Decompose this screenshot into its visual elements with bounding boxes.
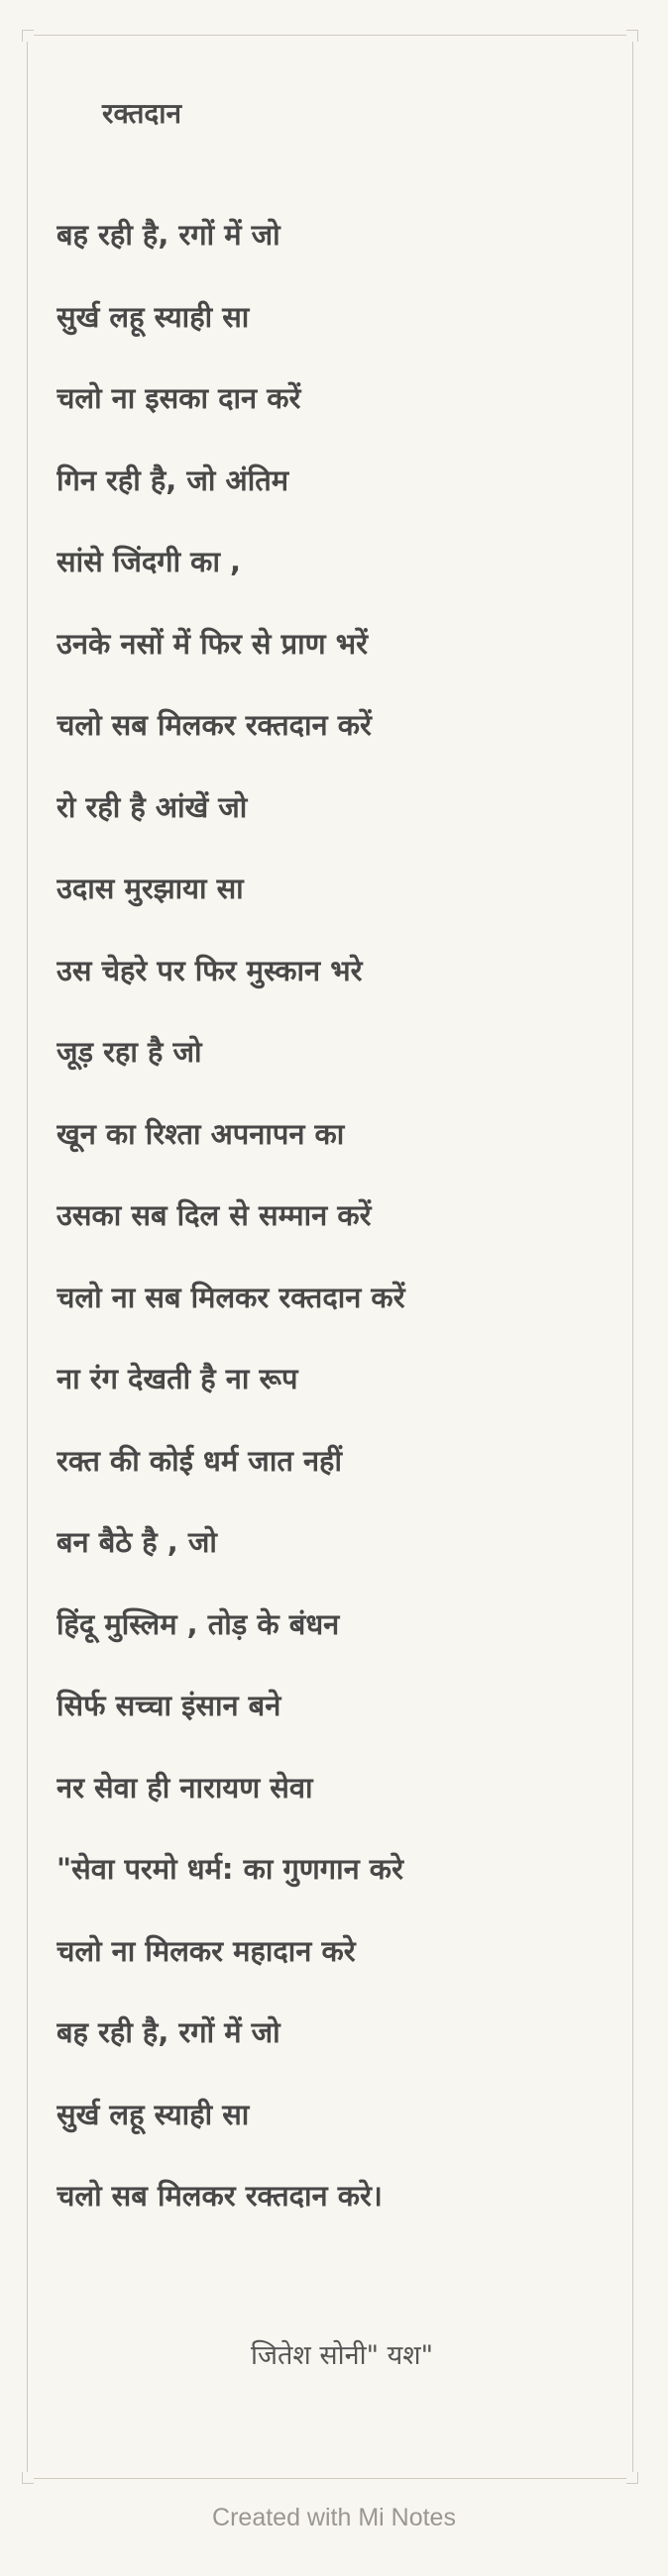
frame-corner-bottom-left — [22, 2472, 34, 2484]
poem-line: खून का रिश्ता अपनापन का — [56, 1116, 345, 1151]
poem-line: उदास मुरझाया सा — [56, 872, 244, 905]
poem-line: बह रही है, रगों में जो — [56, 2015, 280, 2049]
poem-line: ना रंग देखती है ना रूप — [56, 1362, 298, 1395]
poem-line: बह रही है, रगों में जो — [56, 218, 280, 252]
footer-credit: Created with Mi Notes — [212, 2504, 456, 2531]
frame-corner-top-right — [626, 30, 638, 42]
poem-line: उनके नसों में फिर से प्राण भरें — [56, 626, 368, 661]
poem-line: सांसे जिंदगी का , — [56, 545, 242, 578]
poem-line: बन बैठे है , जो — [56, 1525, 217, 1559]
frame-corner-top-left — [22, 30, 34, 42]
poem-line: गिन रही है, जो अंतिम — [56, 463, 289, 497]
poem-line: सिर्फ सच्चा इंसान बने — [56, 1689, 281, 1722]
poem-line: चलो ना इसका दान करें — [56, 381, 301, 415]
poem-line: रक्त की कोई धर्म जात नहीं — [56, 1443, 342, 1478]
frame-corner-bottom-right — [626, 2472, 638, 2484]
poem-line: चलो सब मिलकर रक्तदान करे। — [56, 2179, 383, 2213]
poem-body — [56, 208, 612, 2251]
poem-line: हिंदू मुस्लिम , तोड़ के बंधन — [56, 1606, 340, 1641]
poem-line: जूड़ रहा है जो — [56, 1035, 202, 1069]
poem-line: नर सेवा ही नारायण सेवा — [56, 1770, 313, 1804]
poem-line: सुर्ख लहू स्याही सा — [56, 2097, 250, 2131]
poem-line: सुर्ख लहू स्याही सा — [56, 299, 250, 334]
poem-line: चलो सब मिलकर रक्तदान करें — [56, 708, 372, 742]
poem-line: चलो ना सब मिलकर रक्तदान करें — [56, 1280, 405, 1314]
note-title: रक्तदान — [102, 97, 182, 130]
note-author: जितेश सोनी" यश" — [251, 2340, 434, 2371]
poem-line: उसका सब दिल से सम्मान करें — [56, 1198, 372, 1232]
poem-line: उस चेहरे पर फिर मुस्कान भरे — [56, 953, 363, 987]
poem-line: चलो ना मिलकर महादान करे — [56, 1933, 356, 1968]
poem-line: "सेवा परमो धर्म: का गुणगान करे — [56, 1852, 403, 1886]
poem-line: रो रही है आंखें जो — [56, 789, 248, 824]
